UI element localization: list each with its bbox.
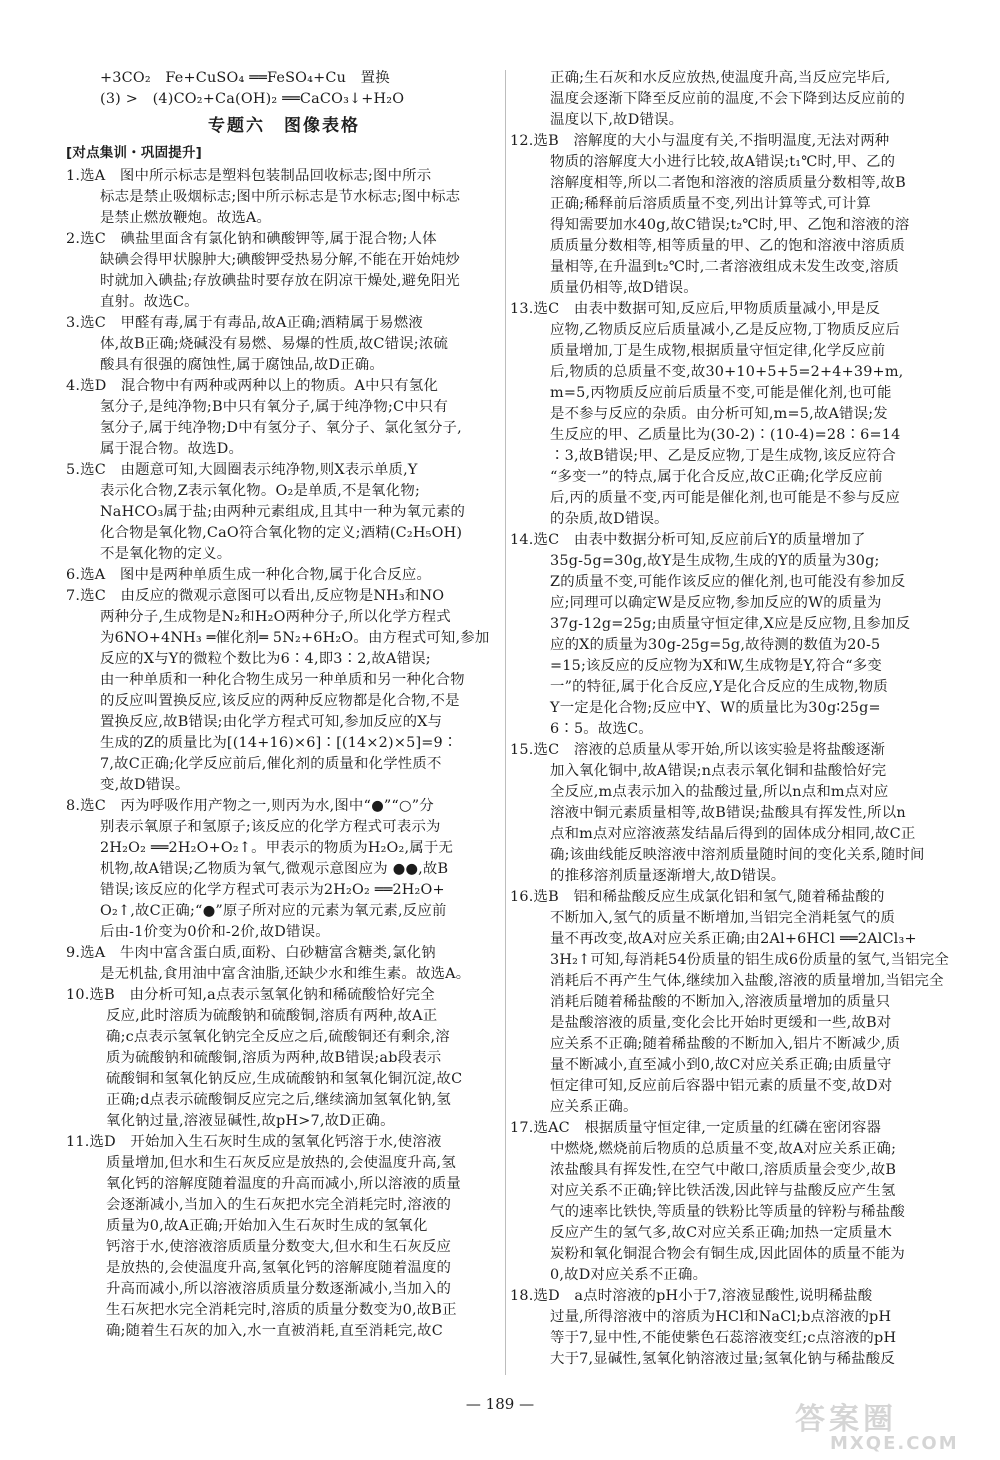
answer-line: “多变一”的特点,属于化合反应,故C正确;化学反应前 (550, 469, 883, 485)
answer-line: 35g-5g=30g,故Y是生成物,生成的Y的质量为30g; (550, 553, 880, 569)
answer-line: 反应,此时溶质为硫酸钠和硫酸铜,溶质有两种,故A正 (106, 1008, 438, 1024)
answer-line: 氢分子,属于纯净物;D中有氢分子、氧分子、氯化氢分子, (100, 420, 462, 436)
answer-line: ∶3,故B错误;甲、乙是反应物,丁是生成物,该反应符合 (550, 448, 896, 464)
answer-line: 氧化钠过量,溶液显碱性,故pH>7,故D正确。 (106, 1113, 395, 1129)
page-number: — 189 — (465, 1395, 535, 1413)
answer-line: 正确;稀释前后溶质质量不变,列出计算等式,可计算 (550, 196, 872, 212)
answer-line: 会逐渐减小,当加入的生石灰把水完全消耗完时,溶液的 (106, 1197, 452, 1213)
answer-line: 2.选C 碘盐里面含有氯化钠和碘酸钾等,属于混合物;人体 (66, 231, 437, 247)
answer-line: 18.选D a点时溶液的pH小于7,溶液显酸性,说明稀盐酸 (510, 1288, 873, 1304)
answer-line: 10.选B 由分析可知,a点表示氢氧化钠和稀硫酸恰好完全 (66, 987, 435, 1003)
answer-line: 不是氧化物的定义。 (100, 546, 232, 562)
answer-line: 质为硫酸钠和硫酸铜,溶质为两种,故B错误;ab段表示 (106, 1050, 442, 1066)
answer-line: 应关系不正确;随着稀盐酸的不断加入,铝片不断减少,质 (550, 1036, 901, 1052)
answer-line: 后,物质的总质量不变,故30+10+5+5=2+4+39+m, (550, 364, 904, 380)
answer-line: 升高而减小,所以溶液溶质质量分数逐渐减小,当加入的 (106, 1281, 452, 1297)
answer-line: 生成的Z的质量比为[(14+16)×6]∶[(14×2)×5]=9∶ (100, 735, 458, 751)
answer-line: 硫酸铜和氢氧化钠反应,生成硫酸钠和氢氧化铜沉淀,故C (106, 1071, 463, 1087)
answer-line: 后由-1价变为0价和-2价,故D错误。 (100, 924, 330, 940)
answer-line: 机物,故A错误;乙物质为氧气,微观示意图应为 ●●,故B (100, 861, 449, 877)
answer-line: 过量,所得溶液中的溶质为HCl和NaCl;b点溶液的pH (550, 1309, 892, 1325)
answer-line: 9.选A 牛肉中富含蛋白质,面粉、白砂糖富含糖类,氯化钠 (66, 945, 436, 961)
answer-line: 恒定律可知,反应前后容器中铝元素的质量不变,故D对 (550, 1078, 893, 1094)
answer-line: 正确;d点表示硫酸铜反应完之后,继续滴加氢氧化钠,氢 (106, 1092, 452, 1108)
answer-line: m=5,丙物质反应前后质量不变,可能是催化剂,也可能 (550, 385, 892, 401)
answer-line: 是放热的,会使温度升高,氢氧化钙的溶解度随着温度的 (106, 1260, 452, 1276)
answer-line: 37g-12g=25g;由质量守恒定律,X应是反应物,且参加反 (550, 616, 911, 632)
answer-line: 7,故C正确;化学反应前后,催化剂的质量和化学性质不 (100, 756, 442, 772)
answer-line: 14.选C 由表中数据分析可知,反应前后Y的质量增加了 (510, 532, 866, 548)
answer-line: 11.选D 开始加入生石灰时生成的氢氧化钙溶于水,使溶液 (66, 1134, 442, 1150)
answer-line: 直射。故选C。 (100, 294, 199, 310)
answer-line: 5.选C 由题意可知,大圆圈表示纯净物,则X表示单质,Y (66, 462, 418, 478)
answer-line: 13.选C 由表中数据可知,反应后,甲物质质量减小,甲是反 (510, 301, 881, 317)
exercise-box-label: [对点集训・巩固提升] (66, 145, 203, 161)
answer-line: 应的X的质量为30g-25g=5g,故待测的数值为20-5 (550, 637, 881, 653)
answer-line: 质量增加,但水和生石灰反应是放热的,会使温度升高,氢 (106, 1155, 456, 1171)
answer-line: 质量为0,故A正确;开始加入生石灰时生成的氢氧化 (106, 1218, 428, 1234)
answer-line: 一”的特征,属于化合反应,Y是化合反应的生成物,物质 (550, 679, 888, 695)
answer-line: 物质的溶解度大小进行比较,故A错误;t₁℃时,甲、乙的 (550, 154, 896, 170)
answer-line: 是无机盐,食用油中富含油脂,还缺少水和维生素。故选A。 (100, 966, 471, 982)
answer-line: 为6NO+4NH₃ ═催化剂═ 5N₂+6H₂O。由方程式可知,参加 (100, 630, 490, 646)
answer-line: 的反应叫置换反应,该反应的两种反应物都是化合物,不是 (100, 693, 460, 709)
answer-line: 2H₂O₂ ══2H₂O+O₂↑。甲表示的物质为H₂O₂,属于无 (100, 840, 454, 856)
answer-line: 溶解度相等,所以二者饱和溶液的溶质质量分数相等,故B (550, 175, 906, 191)
answer-line: NaHCO₃属于盐;由两种元素组成,且其中一种为氧元素的 (100, 504, 466, 520)
section-title: 专题六 图像表格 (208, 116, 360, 136)
answer-line: 15.选C 溶液的总质量从零开始,所以该实验是将盐酸逐渐 (510, 742, 886, 758)
answer-line: 应;同理可以确定W是反应物,参加反应的W的质量为 (550, 595, 882, 611)
answer-line: 点和m点对应溶液蒸发结晶后得到的固体成分相同,故C正 (550, 826, 916, 842)
answer-line: 氧化钙的溶解度随着温度的升高而减小,所以溶液的质量 (106, 1176, 461, 1192)
answer-line: +3CO₂ Fe+CuSO₄ ══FeSO₄+Cu 置换 (100, 70, 390, 86)
answer-line: 体,故B正确;烧碱没有易燃、易爆的性质,故C错误;浓硫 (100, 336, 449, 352)
answer-line: 酸具有很强的腐蚀性,属于腐蚀品,故D正确。 (100, 357, 384, 373)
answer-line: 浓盐酸具有挥发性,在空气中敞口,溶质质量会变少,故B (550, 1162, 897, 1178)
answer-line: 加入氧化铜中,故A错误;n点表示氧化铜和盐酸恰好完 (550, 763, 887, 779)
answer-line: 生石灰把水完全消耗完时,溶质的质量分数变为0,故B正 (106, 1302, 457, 1318)
answer-line: 不断加入,氢气的质量不断增加,当铝完全消耗氢气的质 (550, 910, 896, 926)
answer-line: 4.选D 混合物中有两种或两种以上的物质。A中只有氢化 (66, 378, 439, 394)
watermark-logo-text: 答案圈 (795, 1402, 897, 1437)
answer-line: 质量仍相等,故D错误。 (550, 280, 698, 296)
answer-line: 等于7,显中性,不能使紫色石蕊溶液变红;c点溶液的pH (550, 1330, 897, 1346)
answer-line: 置换反应,故B错误;由化学方程式可知,参加反应的X与 (100, 714, 443, 730)
answer-line: O₂↑,故C正确;“●”原子所对应的元素为氧元素,反应前 (100, 903, 447, 919)
answer-line: 氢分子,是纯净物;B中只有氧分子,属于纯净物;C中只有 (100, 399, 449, 415)
answer-line: 后,丙的质量不变,丙可能是催化剂,也可能是不参与反应 (550, 490, 900, 506)
answer-line: 对应关系不正确;锌比铁活泼,因此锌与盐酸反应产生氢 (550, 1183, 896, 1199)
answer-line: 由一种单质和一种化合物生成另一种单质和另一种化合物 (100, 672, 465, 688)
answer-line: 17.选AC 根据质量守恒定律,一定质量的红磷在密闭容器 (510, 1120, 882, 1136)
answer-line: 溶液中铜元素质量相等,故B错误;盐酸具有挥发性,所以n (550, 805, 906, 821)
answer-line: =15;该反应的反应物为X和W,生成物是Y,符合“多变 (550, 658, 882, 674)
answer-line: 3H₂↑可知,每消耗54份质量的铝生成6份质量的氢气,当铝完全 (550, 952, 949, 968)
answer-line: Z的质量不变,可能作该反应的催化剂,也可能没有参加反 (550, 574, 906, 590)
answer-line: 量不再改变,故A对应关系正确;由2Al+6HCl ══2AlCl₃+ (550, 931, 917, 947)
answer-line: 确;随着生石灰的加入,水一直被消耗,直至消耗完,故C (106, 1323, 443, 1339)
answer-line: 全反应,m点表示加入的盐酸过量,所以n点和m点对应 (550, 784, 889, 800)
answer-line: 表示化合物,Z表示氧化物。O₂是单质,不是氧化物; (100, 483, 420, 499)
answer-line: 6∶5。故选C。 (550, 721, 653, 737)
answer-line: 是禁止燃放鞭炮。故选A。 (100, 210, 272, 226)
answer-line: 量相等,在升温到t₂℃时,二者溶液组成未发生改变,溶质 (550, 259, 899, 275)
answer-line: 中燃烧,燃烧前后物质的总质量不变,故A对应关系正确; (550, 1141, 897, 1157)
answer-line: 的杂质,故D错误。 (550, 511, 669, 527)
answer-line: 0,故D对应关系不正确。 (550, 1267, 708, 1283)
answer-line: 是不参与反应的杂质。由分析可知,m=5,故A错误;发 (550, 406, 888, 422)
answer-line: 应关系正确。 (550, 1099, 638, 1115)
answer-line: 反应产生的氢气多,故C对应关系正确;加热一定质量木 (550, 1225, 893, 1241)
answer-line: 缺碘会得甲状腺肿大;碘酸钾受热易分解,不能在开始炖炒 (100, 252, 460, 268)
answer-line: 7.选C 由反应的微观示意图可以看出,反应物是NH₃和NO (66, 588, 445, 604)
answer-line: 时就加入碘盐;存放碘盐时要存放在阴凉干燥处,避免阳光 (100, 273, 460, 289)
answer-line: 温度以下,故D错误。 (550, 112, 684, 128)
watermark-url: MXQE.COM (830, 1433, 959, 1454)
answer-line: 气的速率比铁快,等质量的铁粉比等质量的锌粉与稀盐酸 (550, 1204, 905, 1220)
answer-line: 两种分子,生成物是N₂和H₂O两种分子,所以化学方程式 (100, 609, 451, 625)
answer-line: 12.选B 溶解度的大小与温度有关,不指明温度,无法对两种 (510, 133, 890, 149)
answer-line: 属于混合物。故选D。 (100, 441, 244, 457)
answer-line: 消耗后随着稀盐酸的不断加入,溶液质量增加的质量只 (550, 994, 891, 1010)
answer-line: 确;该曲线能反映溶液中溶剂质量随时间的变化关系,随时间 (550, 847, 925, 863)
column-divider (505, 70, 506, 1375)
answer-line: 应物,乙物质反应后质量减小,乙是反应物,丁物质反应后 (550, 322, 900, 338)
answer-line: 8.选C 丙为呼吸作用产物之一,则丙为水,图中“●”“○”分 (66, 798, 434, 814)
answer-line: 化合物是氧化物,CaO符合氧化物的定义;酒精(C₂H₅OH) (100, 525, 463, 541)
answer-line: 1.选A 图中所示标志是塑料包装制品回收标志;图中所示 (66, 168, 432, 184)
answer-line: 消耗后不再产生气体,继续加入盐酸,溶液的质量增加,当铝完全 (550, 973, 944, 989)
answer-line: 别表示氧原子和氢原子;该反应的化学方程式可表示为 (100, 819, 441, 835)
answer-line: 反应的X与Y的微粒个数比为6∶4,即3∶2,故A错误; (100, 651, 431, 667)
left-column (66, 68, 502, 1342)
watermark (795, 1402, 985, 1455)
answer-line: 标志是禁止吸烟标志;图中所示标志是节水标志;图中标志 (100, 189, 461, 205)
answer-line: 正确;生石灰和水反应放热,使温度升高,当反应完毕后, (550, 70, 891, 86)
answer-line: 16.选B 铝和稀盐酸反应生成氯化铝和氢气,随着稀盐酸的 (510, 889, 885, 905)
answer-line: 确;c点表示氢氧化钠完全反应之后,硫酸铜还有剩余,溶 (106, 1029, 450, 1045)
answer-line: 是盐酸溶液的质量,变化会比开始时更缓和一些,故B对 (550, 1015, 892, 1031)
answer-line: 量不断减小,直至减小到0,故C对应关系正确;由质量守 (550, 1057, 892, 1073)
answer-line: 大于7,显碱性,氢氧化钠溶液过量;氢氧化钠与稀盐酸反 (550, 1351, 895, 1367)
right-column (510, 68, 949, 1370)
answer-line: 3.选C 甲醛有毒,属于有毒品,故A正确;酒精属于易燃液 (66, 315, 423, 331)
answer-line: 炭粉和氧化铜混合物会有铜生成,因此固体的质量不能为 (550, 1246, 905, 1262)
answer-line: 得知需要加水40g,故C错误;t₂℃时,甲、乙饱和溶液的溶 (550, 217, 910, 233)
answer-line: 质量增加,丁是生成物,根据质量守恒定律,化学反应前 (550, 343, 886, 359)
answer-line: 温度会逐渐下降至反应前的温度,不会下降到达反应前的 (550, 91, 905, 107)
answer-line: (3) > (4)CO₂+Ca(OH)₂ ══CaCO₃↓+H₂O (100, 91, 405, 107)
answer-line: 钙溶于水,使溶液溶质质量分数变大,但水和生石灰反应 (106, 1239, 452, 1255)
answer-line: Y一定是化合物;反应中Y、W的质量比为30g∶25g= (550, 700, 881, 716)
answer-line: 的推移溶剂质量逐渐增大,故D错误。 (550, 868, 786, 884)
answer-line: 变,故D错误。 (100, 777, 190, 793)
answer-line: 错误;该反应的化学方程式可表示为2H₂O₂ ══2H₂O+ (100, 882, 445, 898)
answer-line: 6.选A 图中是两种单质生成一种化合物,属于化合反应。 (66, 567, 432, 583)
answer-line: 生反应的甲、乙质量比为(30-2)∶(10-4)=28∶6=14 (550, 427, 901, 443)
answer-line: 质质量分数相等,相等质量的甲、乙的饱和溶液中溶质质 (550, 238, 905, 254)
